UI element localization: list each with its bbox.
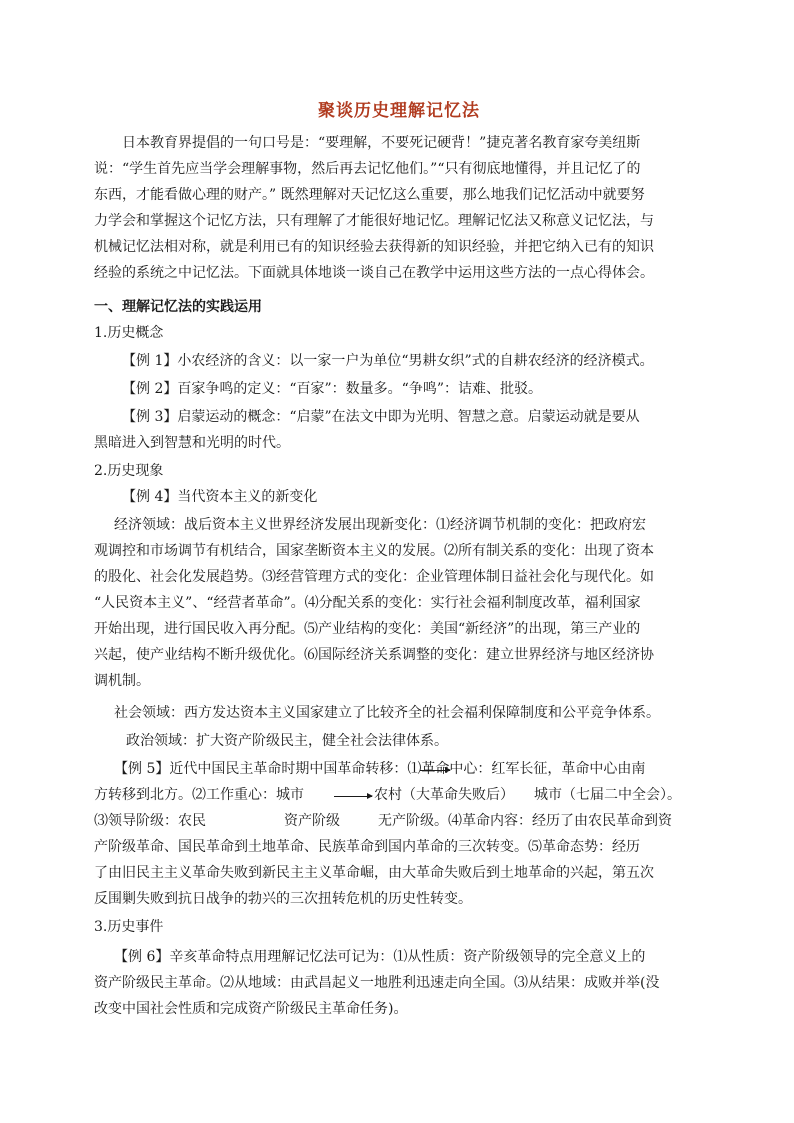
intro-line-3: 东西，才能看做心理的财产。” 既然理解对天记忆这么重要，那么地我们记忆活动中就要努: [94, 187, 645, 203]
economy-line-2: 观调控和市场调节有机结合，国家垄断资本主义的发展。⑵所有制关系的变化：出现了资本: [94, 543, 654, 559]
example-5-line-5: 了由旧民主主义革命失败到新民主主义革命崛，由大革命失败后到土地革命的兴起，第五次: [94, 865, 654, 881]
example-6-line-2: 资产阶级民主革命。⑵从地域：由武昌起义一地胜利迅速走向全国。⑶从结果：成败并举(没: [94, 975, 660, 991]
example-2: 【例 2】百家争鸣的定义：“百家”：数量多。“争鸣”：诘难、批驳。: [122, 381, 542, 397]
intro-line-4: 力学会和掌握这个记忆方法，只有理解了才能很好地记忆。理解记忆法又称意义记忆法，与: [94, 213, 654, 229]
arrow-icon: [420, 770, 450, 771]
subheading-phenomena: 2.历史现象: [94, 463, 164, 479]
example-5-line-6: 反围剿失败到抗日战争的勃兴的三次扭转危机的历史性转变。: [94, 891, 472, 907]
subheading-concepts: 1.历史概念: [94, 325, 164, 341]
economy-line-7: 调机制。: [94, 673, 150, 689]
subheading-events: 3.历史事件: [94, 919, 164, 935]
example-5-line-1: 【例 5】近代中国民主革命时期中国革命转移：⑴革命中心：红军长征，革命中心由南: [114, 761, 646, 777]
example-3-line-2: 黑暗进入到智慧和光明的时代。: [94, 435, 290, 451]
example-1: 【例 1】小农经济的含义：以一家一户为单位“男耕女织”式的自耕农经济的经济模式。: [122, 353, 654, 369]
example-5-line-2b: 农村（大革命失败后）: [374, 787, 514, 803]
document-title: 聚谈历史理解记忆法: [318, 101, 480, 121]
example-5-line-3b: 资产阶级: [284, 813, 340, 829]
economy-line-4: “人民资本主义”、“经营者革命”。⑷分配关系的变化：实行社会福利制度改革，福利国家: [94, 595, 641, 611]
economy-line-1: 经济领域：战后资本主义世界经济发展出现新变化：⑴经济调节机制的变化：把政府宏: [114, 517, 646, 533]
intro-line-1: 日本教育界提倡的一句口号是：“要理解，不要死记硬背！”捷克著名教育家夸美纽斯: [122, 135, 641, 151]
example-6-line-1: 【例 6】辛亥革命特点用理解记忆法可记为：⑴从性质：资产阶级领导的完全意义上的: [114, 949, 646, 965]
economy-line-3: 的股化、社会化发展趋势。⑶经营管理方式的变化：企业管理体制日益社会化与现代化。如: [94, 569, 654, 585]
example-4: 【例 4】当代资本主义的新变化: [122, 489, 318, 505]
social-line: 社会领域：西方发达资本主义国家建立了比较齐全的社会福利保障制度和公平竞争体系。: [114, 705, 660, 721]
intro-line-5: 机械记忆法相对称，就是利用已有的知识经验去获得新的知识经验，并把它纳入已有的知识: [94, 239, 654, 255]
example-5-line-2c: 城市（七届二中全会）。: [534, 787, 681, 803]
example-6-line-3: 改变中国社会性质和完成资产阶级民主革命任务)。: [94, 1001, 408, 1017]
economy-line-6: 兴起，使产业结构不断升级优化。⑹国际经济关系调整的变化：建立世界经济与地区经济协: [94, 647, 654, 663]
economy-line-5: 开始出现，进行国民收入再分配。⑸产业结构的变化：美国“新经济”的出现，第三产业的: [94, 621, 641, 637]
politics-line: 政治领域：扩大资产阶级民主，健全社会法律体系。: [126, 733, 448, 749]
example-5-line-3a: ⑶领导阶级：农民: [94, 813, 206, 829]
section-heading: 一、理解记忆法的实践运用: [94, 299, 262, 315]
intro-line-2: 说：“学生首先应当学会理解事物，然后再去记忆他们。”“只有彻底地懂得，并且记忆了的: [94, 161, 641, 177]
arrow-icon: [334, 796, 372, 797]
intro-line-6: 经验的系统之中记忆法。下面就具体地谈一谈自己在教学中运用这些方法的一点心得体会。: [94, 265, 654, 281]
example-5-line-4: 产阶级革命、国民革命到土地革命、民族革命到国内革命的三次转变。⑸革命态势：经历: [94, 839, 640, 855]
example-5-line-2a: 方转移到北方。⑵工作重心：城市: [94, 787, 304, 803]
example-5-line-3c: 无产阶级。⑷革命内容：经历了由农民革命到资: [378, 813, 672, 829]
example-3-line-1: 【例 3】启蒙运动的概念：“启蒙”在法文中即为光明、智慧之意。启蒙运动就是要从: [122, 409, 640, 425]
